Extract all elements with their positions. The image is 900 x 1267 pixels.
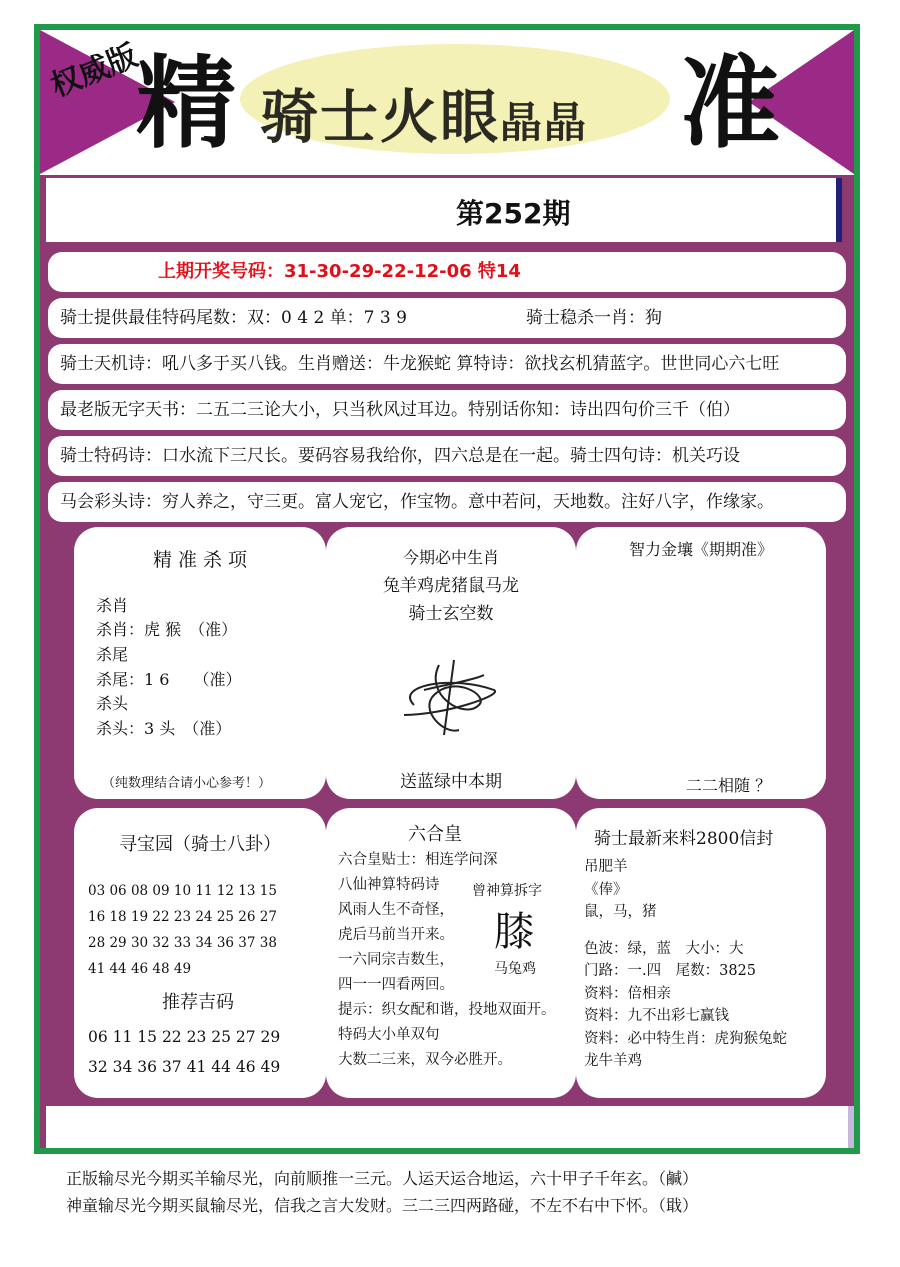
tail-row xyxy=(48,298,846,338)
zhili-title: 智力金壤《期期准》 xyxy=(628,540,773,559)
issue-title: 第252期 xyxy=(456,197,571,230)
grid-line: 41 44 46 48 49 xyxy=(88,961,192,977)
latest-lines xyxy=(584,856,787,1073)
treasure-box xyxy=(74,808,326,1098)
zodiac-footer: 送蓝绿中本期 xyxy=(400,772,502,792)
kill-box-note: （纯数理结合请小心参考！） xyxy=(102,776,272,791)
liuhe-line: 提示：织女配和谐，投地双面开。 xyxy=(338,1002,556,1018)
kill-line: 杀肖：虎 猴 （准） xyxy=(96,620,238,639)
latest-line: 资料：九不出彩七赢钱 xyxy=(584,1008,729,1024)
liuhe-line: 八仙神算特码诗 xyxy=(338,877,440,893)
kill-line: 杀头：3 头 （准） xyxy=(96,719,232,738)
treasure-grid xyxy=(88,878,277,982)
poster-frame xyxy=(34,24,860,1154)
zodiac-box xyxy=(326,527,576,799)
latest-line: 资料：倍相亲 xyxy=(584,985,671,1002)
latest-line xyxy=(584,924,787,938)
liuhe-title: 六合皇 xyxy=(408,824,462,845)
latest-line: 吊肥羊 xyxy=(584,859,628,875)
zodiac-title: 今期必中生肖 xyxy=(402,548,499,567)
latest-box xyxy=(576,808,826,1098)
edition-stamp: 权威版 xyxy=(46,38,143,105)
liuhe-side-char: 膝 xyxy=(494,909,534,955)
liuhe-line: 四一一四看两回。 xyxy=(338,977,454,993)
grid-line: 28 29 30 32 33 34 36 37 38 xyxy=(88,935,277,951)
zodiac-animals: 兔羊鸡虎猪鼠马龙 xyxy=(383,576,519,596)
kill-one-text: 骑士稳杀一肖：狗 xyxy=(526,308,662,328)
kill-line: 杀肖 xyxy=(96,596,129,615)
grid-line: 16 18 19 22 23 24 25 26 27 xyxy=(88,909,277,925)
latest-line: 龙牛羊鸡 xyxy=(584,1053,642,1069)
kill-line: 杀头 xyxy=(96,694,129,713)
brand-main: 骑士火眼 xyxy=(260,83,501,151)
last-draw-row: 上期开奖号码：31-30-29-22-12-06 特14 xyxy=(48,252,846,292)
recommend-numbers xyxy=(88,1022,280,1082)
issue-bar xyxy=(46,178,842,242)
poem-row-2: 最老版无字天书：二五二三论大小，只当秋风过耳边。特别话你知：诗出四句价三千（伯） xyxy=(48,390,846,430)
zhili-box xyxy=(576,527,826,799)
latest-line: 资料：必中特生肖：虎狗猴兔蛇 xyxy=(584,1030,787,1047)
recommend-title: 推荐吉码 xyxy=(162,992,234,1013)
kill-box xyxy=(74,527,326,799)
brand-title xyxy=(260,70,588,154)
poem-row-1: 骑士天机诗：吼八多于买八钱。生肖赠送：牛龙猴蛇 算特诗：欲找玄机猜蓝字。世世同心六七旺 xyxy=(48,344,846,384)
poem-row-3: 骑士特码诗：口水流下三尺长。要码容易我给你，四六总是在一起。骑士四句诗：机关巧设 xyxy=(48,436,846,476)
footer-line-1: 正版输尽光今期买羊输尽光，向前顺推一三元。人运天运合地运，六十甲子千年玄。（鹹） xyxy=(66,1169,699,1188)
header-left-char: 精 xyxy=(136,44,236,162)
liuhe-line: 虎后马前当开来。 xyxy=(338,927,454,943)
kill-line: 杀尾 xyxy=(96,645,129,664)
latest-title: 骑士最新来料2800信封 xyxy=(594,829,774,849)
latest-line: 《俸》 xyxy=(584,881,628,898)
grid-line: 03 06 08 09 10 11 12 13 15 xyxy=(88,883,277,899)
liuhe-side-answer: 马兔鸡 xyxy=(494,961,536,977)
kill-line: 杀尾：1 6 （准） xyxy=(96,670,242,689)
liuhe-line: 大数二三来，双今必胜开。 xyxy=(338,1052,512,1068)
recommend-line: 06 11 15 22 23 25 27 29 xyxy=(88,1028,281,1046)
poem-row-4: 马会彩头诗：穷人养之，守三更。富人宠它，作宝物。意中若问，天地数。注好八字，作缘家。 xyxy=(48,482,846,522)
liuhe-line: 六合皇贴士：相连学问深 xyxy=(338,852,498,868)
recommend-line: 32 34 36 37 41 44 46 49 xyxy=(88,1058,281,1076)
liuhe-line: 特码大小单双句 xyxy=(338,1027,440,1043)
zhili-footer: 二二相随 ？ xyxy=(686,776,772,795)
brand-small: 晶晶 xyxy=(500,98,589,147)
signature-scribble xyxy=(384,645,514,745)
tail-text: 骑士提供最佳特码尾数：双：0 4 2 单：7 3 9 xyxy=(60,308,407,328)
liuhe-line: 风雨人生不奇怪， xyxy=(338,902,454,918)
latest-line: 鼠，马，猪 xyxy=(584,904,657,920)
treasure-title: 寻宝园（骑士八卦） xyxy=(119,834,281,855)
liuhe-side-title: 曾神算拆字 xyxy=(472,883,542,899)
header xyxy=(40,30,854,175)
footer-line-2: 神童输尽光今期买鼠输尽光，信我之言大发财。三二三四两路碰，不左不右中下怀。（戢） xyxy=(66,1196,699,1215)
zodiac-sub: 骑士玄空数 xyxy=(408,604,494,624)
liuhe-box xyxy=(326,808,576,1098)
bottom-blank-bar xyxy=(46,1106,854,1154)
kill-box-title: 精 准 杀 项 xyxy=(152,549,248,571)
liuhe-line: 一六同宗吉数生， xyxy=(338,952,454,968)
header-right-char: 准 xyxy=(680,44,780,162)
latest-line: 门路：一.四 尾数：3825 xyxy=(584,963,757,979)
latest-line: 色波：绿，蓝 大小：大 xyxy=(584,940,744,957)
